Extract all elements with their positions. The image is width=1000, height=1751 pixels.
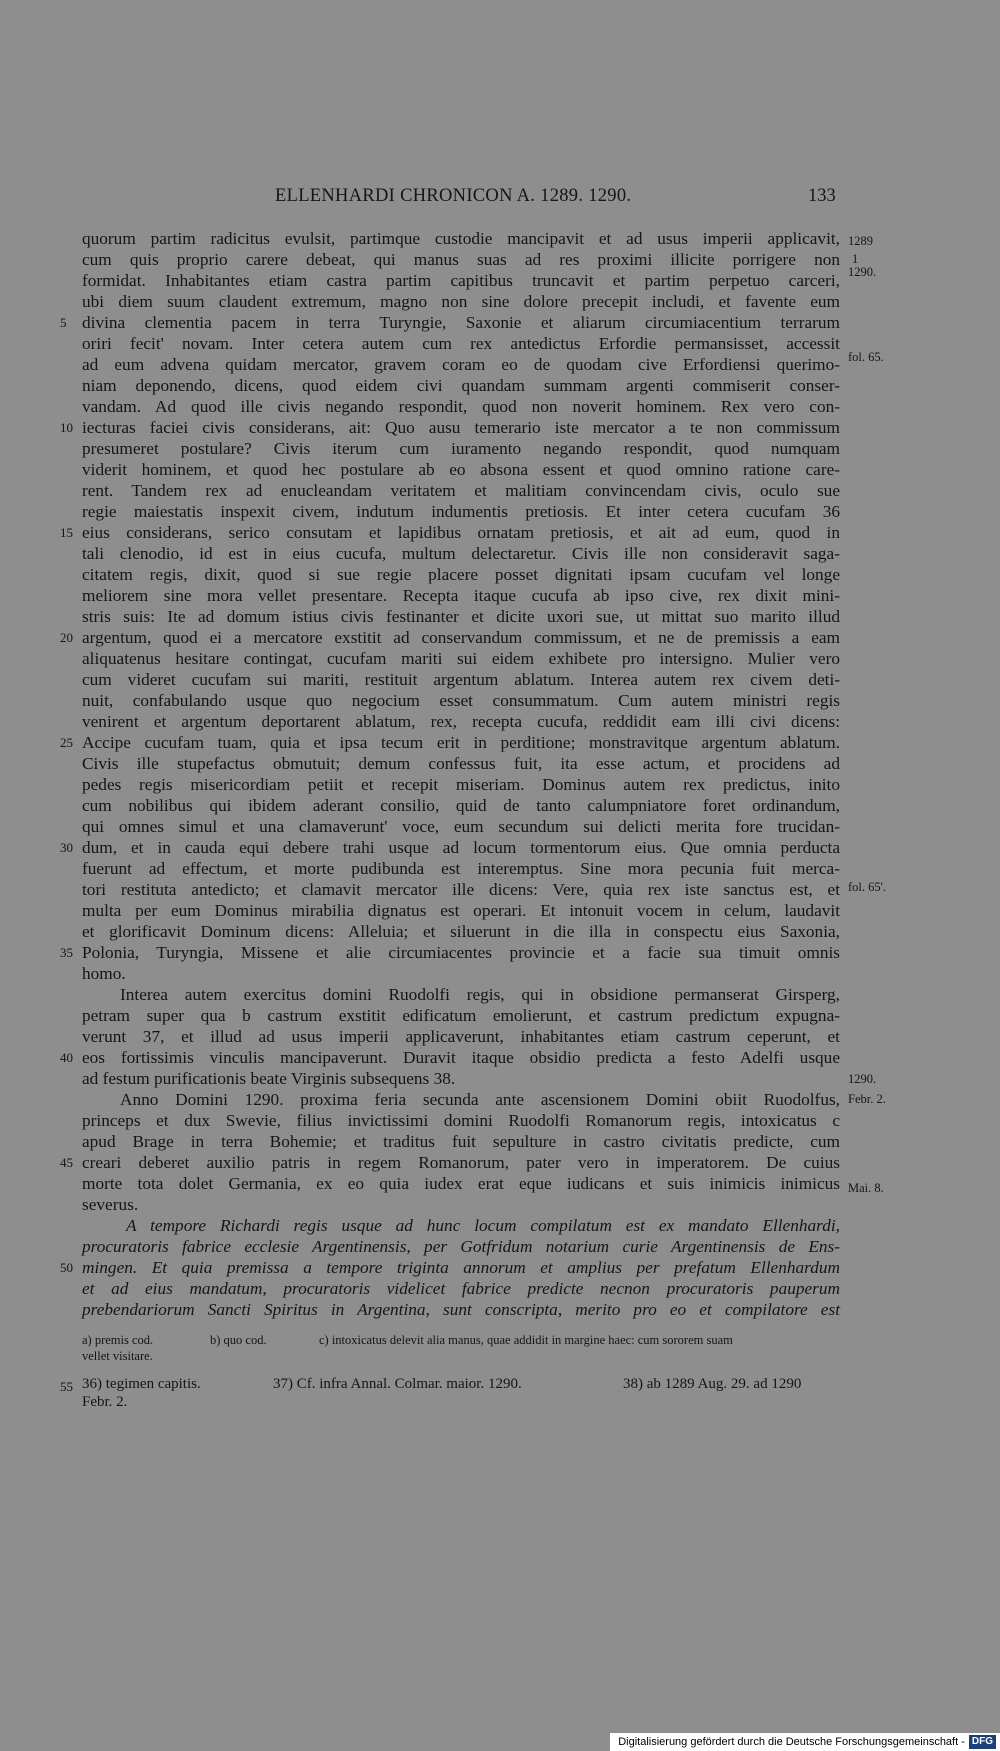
text-line: venirent et argentum deportarent ablatum, rex, recepta cucufa, reddidit eam illi civi dicens: <box>82 712 840 731</box>
text-line: niam deponendo, dicens, quod eidem civi quandam summam argenti commiserit conser- <box>82 376 840 395</box>
margin-note: fol. 65'. <box>848 880 887 894</box>
text-line: quorum partim radicitus evulsit, partimque custodie mancipavit et ad usus imperii applicavit, <box>82 229 840 248</box>
text-line: pedes regis misericordiam petiit et recepit miseriam. Dominus autem rex predictus, inito <box>82 775 840 794</box>
footnote-36: 36) tegimen capitis. <box>82 1376 201 1392</box>
text-line: mingen. Et quia premissa a tempore triginta annorum et amplius per prefatum Ellenhardum <box>82 1258 840 1277</box>
text-line: ubi diem suum claudent extremum, magno non sine dolore precepit includi, et favente eum <box>82 292 840 311</box>
margin-note: Febr. 2. <box>848 1092 886 1106</box>
text-line: Civis ille stupefactus obmutuit; demum confessus fuit, ita esse actum, et procidens ad <box>82 754 840 773</box>
running-header <box>0 186 1000 214</box>
text-line: eos fortissimis vinculis mancipaverunt. Duravit itaque obsidio predicta a festo Adelfi usque <box>82 1048 840 1067</box>
line-number: 25 <box>60 735 73 750</box>
text-line: Accipe cucufam tuam, quia et ipsa tecum erit in perditione; monstravitque argentum ablatum. <box>82 733 840 752</box>
footnote-37: 37) Cf. infra Annal. Colmar. maior. 1290. <box>273 1376 522 1392</box>
footnote-38: 38) ab 1289 Aug. 29. ad 1290 <box>623 1376 802 1392</box>
text-line: verunt 37, et illud ad usus imperii applicaverunt, inhabitantes etiam castrum ceperunt, et <box>82 1027 840 1046</box>
text-line: et glorificavit Dominum dicens: Alleluia; et siluerunt in die illa in conspectu eius Saxonia, <box>82 922 840 941</box>
text-line: viderit hominem, et quod hec postulare ab eo absona essent et quod omnino ratione care- <box>82 460 840 479</box>
text-line: cum nobilibus qui ibidem aderant consilio, quid de tanto calumpniatore foret ordinandum, <box>82 796 840 815</box>
margin-note: fol. 65. <box>848 350 884 364</box>
line-number: 10 <box>60 420 73 435</box>
text-line: et ad eius mandatum, procuratoris videlicet fabrice predicte necnon procuratoris pauperum <box>82 1279 840 1298</box>
digitization-footer <box>610 1733 1000 1751</box>
line-number: 30 <box>60 840 73 855</box>
dfg-logo: DFG <box>969 1735 996 1749</box>
text-line: meliorem sine mora vellet presentare. Recepta itaque cucufa ab ipso cive, rex dixit mini- <box>82 586 840 605</box>
text-line: citatem regis, dixit, quod si sue regie placere posset dignitati ipsam cucufam vel longe <box>82 565 840 584</box>
line-number: 55 <box>60 1379 73 1394</box>
text-line: ad festum purificationis beate Virginis subsequens 38. <box>82 1069 456 1088</box>
footnote-c: c) intoxicatus delevit alia manus, quae addidit in margine haec: cum sororem suam <box>319 1333 733 1347</box>
text-line: Interea autem exercitus domini Ruodolfi regis, qui in obsidione permanserat Girsperg, <box>120 985 840 1004</box>
text-line: ad eum advena quidam mercator, gravem coram eo de quodam cive Erfordiensi querimo- <box>82 355 840 374</box>
line-number: 40 <box>60 1050 73 1065</box>
text-line: severus. <box>82 1195 139 1214</box>
text-line: oriri fecit' novam. Inter cetera autem cum rex antedictus Erfordie permansisset, accessit <box>82 334 840 353</box>
text-line: regie maiestatis inspexit civem, indutum indumentis pretiosis. Et inter cetera cucufam 36 <box>82 502 840 521</box>
text-line: princeps et dux Swevie, filius invictissimi domini Ruodolfi Romanorum regis, intoxicatus c <box>82 1111 840 1130</box>
page-title: ELLENHARDI CHRONICON A. 1289. 1290. <box>275 186 632 206</box>
text-line: petram super qua b castrum exstitit edificatum emolierunt, et castrum predictum expugna- <box>82 1006 840 1025</box>
text-line: argentum, quod ei a mercatore exstitit ad conservandum commissum, et ne de premissis a eam <box>82 628 840 647</box>
text-line: formidat. Inhabitantes etiam castra partim capitibus truncavit et partim perpetuo carceri, <box>82 271 840 290</box>
text-line: cum quis proprio carere debeat, qui manus suas ad res proximi illicite porrigere non <box>82 250 840 269</box>
text-line: nuit, confabulando usque quo negocium esset consummatum. Cum autem ministri regis <box>82 691 840 710</box>
line-number: 50 <box>60 1260 73 1275</box>
text-line: rent. Tandem rex ad enucleandam veritatem et malitiam convincendam civis, oculo sue <box>82 481 840 500</box>
text-line: creari deberet auxilio patris in regem Romanorum, pater vero in imperatorem. De cuius <box>82 1153 840 1172</box>
text-line: dum, et in cauda equi debere trahi usque ad locum tormentorum eius. Que omnia perducta <box>82 838 840 857</box>
margin-note: Mai. 8. <box>848 1181 884 1195</box>
text-line: tali clenodio, id est in eius cucufa, multum delectaretur. Civis ille non consideravit saga- <box>82 544 840 563</box>
footnote-a: a) premis cod. <box>82 1333 154 1347</box>
line-number: 5 <box>60 315 67 330</box>
text-line: cum videret cucufam sui mariti, restituit argentum ablatum. Interea autem rex civem deti- <box>82 670 840 689</box>
footnote-b: b) quo cod. <box>210 1333 267 1347</box>
text-line: tori restituta antedicto; et clamavit mercator ille dicens: Vere, quia rex iste sanctus est, et <box>82 880 840 899</box>
line-number: 15 <box>60 525 73 540</box>
text-line: divina clementia pacem in terra Turyngie, Saxonie et aliarum circumiacentium terrarum <box>82 313 840 332</box>
text-line: fuerunt ad effectum, et morte pudibunda est interemptus. Sine mora pecunia fuit merca- <box>82 859 840 878</box>
text-line: homo. <box>82 964 126 983</box>
text-line: Anno Domini 1290. proxima feria secunda ante ascensionem Domini obiit Ruodolfus, <box>120 1090 840 1109</box>
page-number: 133 <box>808 186 836 206</box>
text-line: multa per eum Dominus mirabilia dignatus est operari. Et intonuit vocem in celum, laudavit <box>82 901 840 920</box>
margin-note: 1290. <box>848 265 877 279</box>
text-line: qui omnes simul et una clamaverunt' voce, eum secundum sui delicti merita fore trucidan- <box>82 817 840 836</box>
footnote-36-cont: Febr. 2. <box>82 1394 128 1410</box>
text-line: apud Brage in terra Bohemie; et traditus fuit sepulture in castro civitatis predicte, cum <box>82 1132 840 1151</box>
text-line: presumeret postulare? Civis iterum cum iuramento negando respondit, quod numquam <box>82 439 840 458</box>
text-line: A tempore Richardi regis usque ad hunc locum compilatum est ex mandato Ellenhardi, <box>126 1216 840 1235</box>
line-number: 45 <box>60 1155 73 1170</box>
text-line: procuratoris fabrice ecclesie Argentinensis, per Gotfridum notarium curie Argentinensis de Ens- <box>82 1237 840 1256</box>
text-line: vandam. Ad quod ille civis negando respondit, quod non noverit hominem. Rex vero con- <box>82 397 840 416</box>
margin-note: 1290. <box>848 1072 877 1086</box>
footnote-continuation: vellet visitare. <box>82 1349 153 1363</box>
text-line: morte tota dolet Germania, ex eo quia iudex erat eque iudicans et suis inimicis inimicus <box>82 1174 840 1193</box>
text-line: Polonia, Turyngia, Missene et alie circumiacentes provincie et a facie sua timuit omnis <box>82 943 840 962</box>
footer-text: Digitalisierung gefördert durch die Deutsche Forschungsgemeinschaft - <box>618 1736 965 1748</box>
margin-note: 1289 <box>848 234 873 248</box>
line-number: 35 <box>60 945 73 960</box>
line-number: 20 <box>60 630 73 645</box>
text-line: iecturas faciei civis considerans, ait: Quo ausu temerario iste mercator a te non commissum <box>82 418 840 437</box>
text-line: stris suis: Ite ad domum istius civis festinanter et dicite uxori sue, ut mittat suo marito illud <box>82 607 840 626</box>
text-line: aliquatenus hesitare contingat, cucufam mariti sui eidem exhibete pro intersigno. Mulier vero <box>82 649 840 668</box>
text-line: prebendariorum Sancti Spiritus in Argentina, sunt conscripta, merito pro eo et compilatore est <box>82 1300 840 1319</box>
text-line: eius considerans, serico consutam et lapidibus ornatam pretiosis, et ait ad eum, quod in <box>82 523 840 542</box>
margin-note: 1 <box>852 252 859 266</box>
